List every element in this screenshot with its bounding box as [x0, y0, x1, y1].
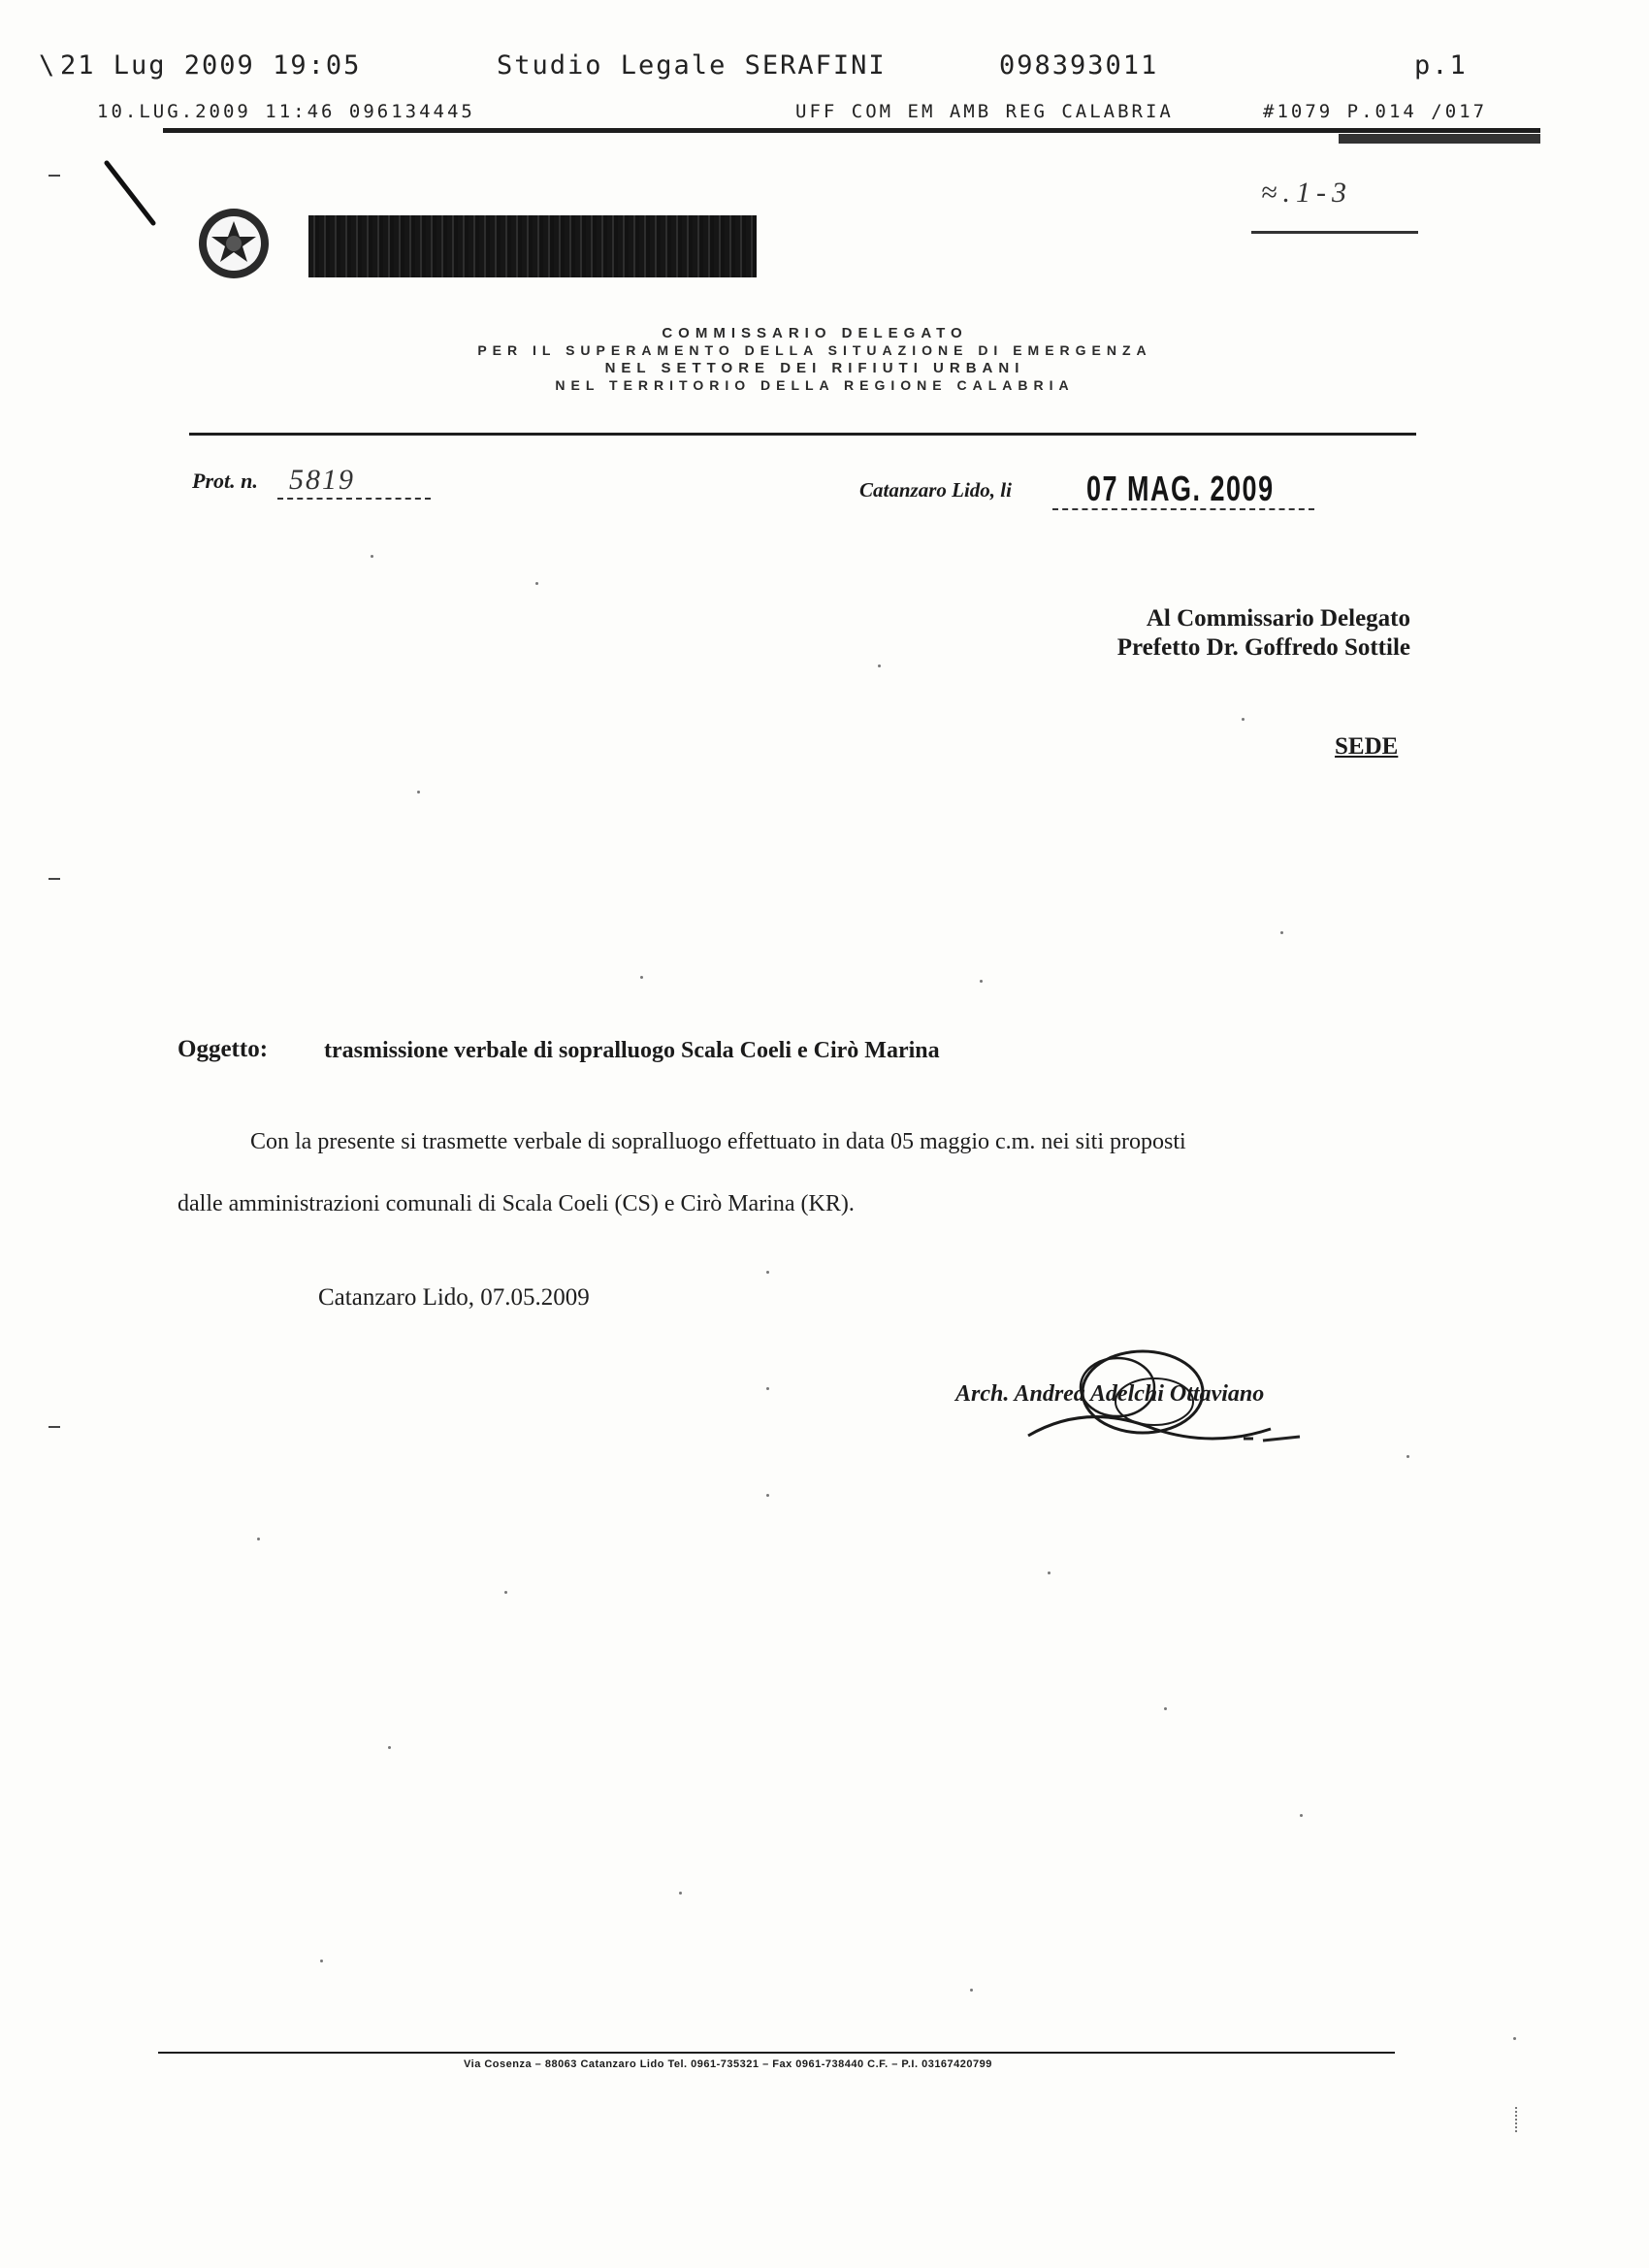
fax-office: UFF COM EM AMB REG CALABRIA — [795, 101, 1174, 122]
fax-top-slash: \ — [39, 50, 57, 81]
signature-name: Arch. Andrea Adelchi Ottaviano — [955, 1381, 1265, 1407]
date-stamp: 07 MAG. 2009 — [1086, 469, 1275, 508]
fax-datetime: 21 Lug 2009 19:05 — [60, 50, 362, 81]
margin-mark — [48, 175, 60, 177]
edge-mark — [1515, 2107, 1519, 2132]
pen-stroke-mark — [97, 155, 175, 233]
body-line-1: Con la presente si trasmette verbale di sopralluogo effettuato in data 05 maggio c.m. nei siti proposti — [250, 1129, 1186, 1154]
protocol-number-underline — [277, 498, 431, 500]
emblem-icon — [194, 204, 274, 283]
protocol-label: Prot. n. — [192, 469, 258, 493]
margin-mark — [48, 1426, 60, 1428]
heading-rule — [189, 433, 1416, 436]
handwritten-underline — [1251, 231, 1418, 234]
heading-line-2: PER IL SUPERAMENTO DELLA SITUAZIONE DI EMERGENZA — [477, 342, 1152, 358]
recipient-location: SEDE — [1335, 733, 1399, 760]
footer-rule — [158, 2052, 1395, 2054]
fax-header-rule — [163, 128, 1540, 133]
recipient-line-2: Prefetto Dr. Goffredo Sottile — [1116, 634, 1410, 661]
fax-sender: Studio Legale SERAFINI — [497, 50, 887, 81]
footer-address: Via Cosenza – 88063 Catanzaro Lido Tel. 0961-735321 – Fax 0961-738440 C.F. – P.I. 03167420799 — [464, 2058, 992, 2070]
fax-received-datetime: 10.LUG.2009 11:46 096134445 — [97, 101, 475, 122]
place-label: Catanzaro Lido, li — [859, 478, 1012, 502]
heading-line-4: NEL TERRITORIO DELLA REGIONE CALABRIA — [555, 377, 1075, 393]
heading-line-1: COMMISSARIO DELEGATO — [662, 325, 968, 341]
body-line-2: dalle amministrazioni comunali di Scala Coeli (CS) e Cirò Marina (KR). — [178, 1191, 855, 1216]
handwritten-ref: ≈.1-3 — [1261, 177, 1352, 209]
subject-label: Oggetto: — [178, 1036, 269, 1062]
recipient-line-1: Al Commissario Delegato — [1146, 605, 1410, 632]
fax-header-rule-tail — [1339, 134, 1540, 144]
fax-ref: #1079 P.014 /017 — [1263, 101, 1488, 122]
fax-phone: 098393011 — [999, 50, 1159, 81]
date-underline — [1052, 508, 1314, 510]
subject-text: trasmissione verbale di sopralluogo Scala Coeli e Cirò Marina — [324, 1038, 940, 1063]
fax-page: p.1 — [1414, 50, 1468, 81]
heading-line-3: NEL SETTORE DEI RIFIUTI URBANI — [604, 360, 1025, 376]
protocol-number: 5819 — [289, 464, 355, 496]
closing-place-date: Catanzaro Lido, 07.05.2009 — [318, 1284, 590, 1311]
signature-scribble — [1009, 1334, 1329, 1465]
margin-mark — [48, 878, 60, 880]
redacted-header-block — [308, 215, 757, 277]
